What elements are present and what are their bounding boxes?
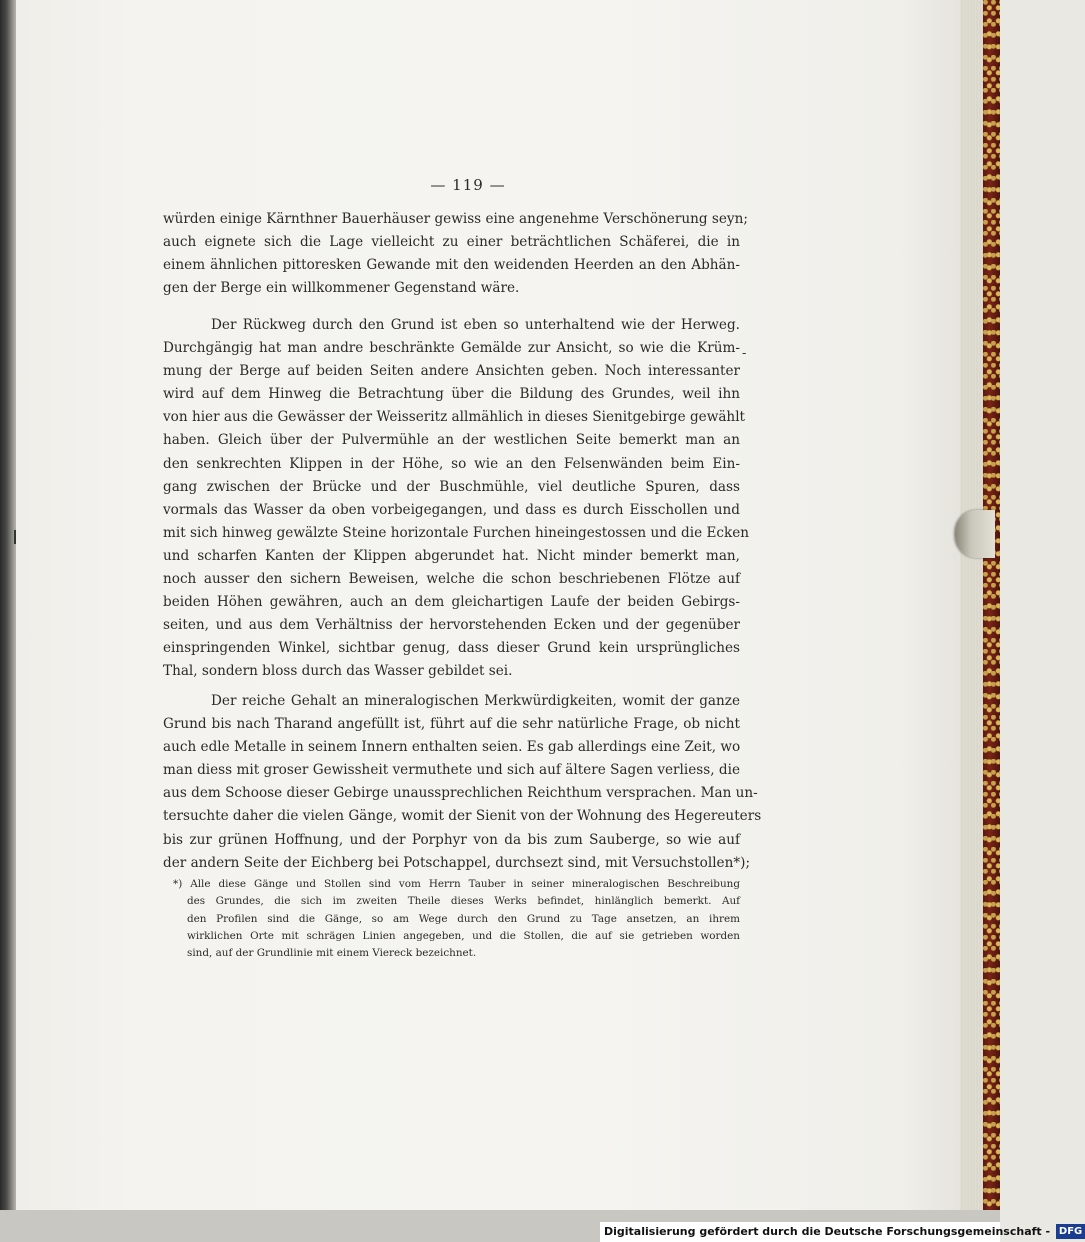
footnote-line: *) Alle diese Gänge und Stollen sind vom Herrn Tauber in seiner mineralogischen Beschreibung xyxy=(173,878,740,890)
text-line: man diess mit groser Gewissheit vermuthete und sich auf ältere Sagen verliess, die xyxy=(163,762,740,779)
text-line: und scharfen Kanten der Klippen abgerundet hat. Nicht minder bemerkt man, xyxy=(163,547,740,564)
page-stack-edges xyxy=(960,0,984,1210)
digitization-credit xyxy=(600,1222,1083,1242)
text-line: gang zwischen der Brücke und der Buschmühle, viel deutliche Spuren, dass xyxy=(163,478,740,495)
text-line: gen der Berge ein willkommener Gegenstand wäre. xyxy=(163,280,520,297)
text-line: noch ausser den sichern Beweisen, welche die schon beschriebenen Flötze auf xyxy=(163,571,740,588)
text-line: von hier aus die Gewässer der Weisseritz allmählich in dieses Sienitgebirge gewählt xyxy=(163,409,746,426)
text-line: Der Rückweg durch den Grund ist eben so unterhaltend wie der Herweg. xyxy=(211,317,740,333)
paragraph-2 xyxy=(163,314,750,684)
text-line: aus dem Schoose dieser Gebirge unaussprechlichen Reichthum versprachen. Man un- xyxy=(163,785,758,802)
marbled-binding xyxy=(983,0,1000,1220)
page-number: — 119 — xyxy=(430,176,506,194)
text-line: Thal, sondern bloss durch das Wasser gebildet sei. xyxy=(163,663,513,680)
text-line: den senkrechten Klippen in der Höhe, so wie an den Felsenwänden beim Ein- xyxy=(163,455,740,472)
scan-left-edge xyxy=(0,0,16,1242)
paragraph-1 xyxy=(163,208,748,300)
bookmark-tab xyxy=(955,510,995,558)
text-line: auch eignete sich die Lage vielleicht zu einer beträchtlichen Schäferei, die in xyxy=(163,234,740,251)
paragraph-3 xyxy=(163,690,762,875)
footnote-line: des Grundes, die sich im zweiten Theile dieses Werks befindet, hinlänglich bemerkt. Auf xyxy=(187,895,740,908)
text-line: Durchgängig hat man andre beschränkte Gemälde zur Ansicht, so wie die Krüm- xyxy=(163,340,740,357)
text-line: vormals das Wasser da oben vorbeigegangen, und dass es durch Eisschollen und xyxy=(163,501,740,518)
text-line: einem ähnlichen pittoresken Gewande mit den weidenden Heerden an den Abhän- xyxy=(163,257,740,274)
text-line: mit sich hinweg gewälzte Steine horizontale Furchen hineingestossen und die Ecken xyxy=(163,524,750,541)
footnote-line: wirklichen Orte mit schrägen Linien angegeben, und die Stollen, die auf sie getrieben worden xyxy=(187,929,740,942)
text-line: seiten, und aus dem Verhältniss der hervorstehenden Ecken und der gegenüber xyxy=(163,617,740,634)
text-line: wird auf dem Hinweg die Betrachtung über die Bildung des Grundes, weil ihn xyxy=(163,386,740,403)
footnote-line: sind, auf der Grundlinie mit einem Viereck bezeichnet. xyxy=(187,947,477,960)
dfg-logo: DFG xyxy=(1056,1224,1085,1239)
text-line: auch edle Metalle in seinem Innern enthalten seien. Es gab allerdings eine Zeit, wo xyxy=(163,739,741,756)
text-line: haben. Gleich über der Pulvermühle an der westlichen Seite bemerkt man an xyxy=(163,432,740,449)
text-line: einspringenden Winkel, sichtbar genug, dass dieser Grund kein ursprüngliches xyxy=(163,640,740,657)
text-line: Grund bis nach Tharand angefüllt ist, führt auf die sehr natürliche Frage, ob nicht xyxy=(163,716,740,733)
footnote-line: den Profilen sind die Gänge, so am Wege durch den Grund zu Tage ansetzen, an ihrem xyxy=(187,912,740,925)
text-line: mung der Berge auf beiden Seiten andere Ansichten geben. Noch interessanter xyxy=(163,363,740,380)
text-line: Der reiche Gehalt an mineralogischen Merkwürdigkeiten, womit der ganze xyxy=(211,693,740,709)
margin-hyphen-mark: - xyxy=(742,346,747,361)
text-line: tersuchte daher die vielen Gänge, womit der Sienit von der Wohnung des Hegereuters xyxy=(163,808,762,825)
text-line: würden einige Kärnthner Bauerhäuser gewiss eine angenehme Verschönerung seyn; xyxy=(163,211,748,227)
text-line: bis zur grünen Hoffnung, und der Porphyr von da bis zum Sauberge, so wie auf xyxy=(163,831,740,848)
margin-tick-mark xyxy=(14,530,16,544)
text-line: beiden Höhen gewähren, auch an dem gleichartigen Laufe der beiden Gebirgs- xyxy=(163,594,740,611)
text-line: der andern Seite der Eichberg bei Potschappel, durchsezt sind, mit Versuchstollen*); xyxy=(163,854,751,871)
footnote xyxy=(173,876,740,962)
credit-text: Digitalisierung gefördert durch die Deutsche Forschungsgemeinschaft - xyxy=(604,1225,1051,1238)
